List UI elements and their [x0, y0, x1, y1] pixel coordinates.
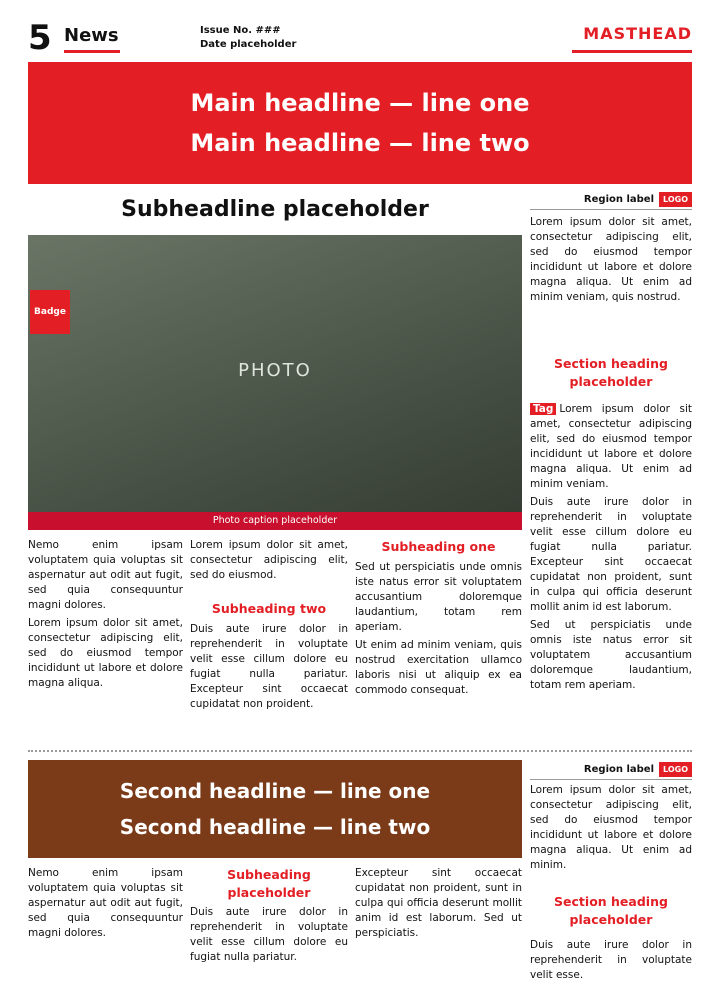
- sidebar2-heading: Section heading placeholder: [554, 894, 668, 927]
- issue-number: Issue No. ###: [200, 25, 281, 36]
- masthead-underline: [572, 50, 692, 53]
- col3-body: [28, 538, 183, 745]
- story2-col3-body: [28, 866, 183, 994]
- story2-col2-heading: Subheading placeholder: [227, 867, 311, 900]
- lead-headline-line-2: Main headline — line two: [190, 129, 530, 157]
- col2-body: [190, 622, 348, 745]
- paragraph: Lorem ipsum dolor sit amet, consectetur adipiscing elit, sed do eiusmod tempor incididunt ut labore et dolore magna aliqua.: [28, 617, 183, 689]
- story2-col2-body: [190, 905, 348, 994]
- second-headline-banner: [28, 760, 522, 858]
- issue-date: Date placeholder: [200, 39, 297, 50]
- sidebar2-region-label: Region label: [583, 764, 655, 775]
- paragraph: Ut enim ad minim veniam, quis nostrud exercitation ullamco laboris nisi ut aliquip ex ea commodo consequat.: [355, 639, 522, 696]
- paragraph: Duis aute irure dolor in reprehenderit in voluptate velit esse cillum dolore eu fugiat nulla pariatur. Excepteur sint occaecat cupidatat non proident, sunt in culpa qui officia deserunt mollit anim id est laborum.: [530, 496, 692, 613]
- paragraph: Duis aute irure dolor in reprehenderit in voluptate velit esse cillum dolore eu fugiat nulla pariatur. Excepteur sint occaecat cupidatat non proident.: [190, 623, 348, 710]
- photo-caption: Photo caption placeholder: [28, 512, 522, 530]
- lead-headline-line-1: Main headline — line one: [190, 89, 530, 117]
- paragraph: [530, 402, 692, 492]
- paragraph: Nemo enim ipsam voluptatem quia voluptas sit aspernatur aut odit aut fugit, sed quia consequuntur magni dolores.: [28, 867, 183, 939]
- paragraph-text: Lorem ipsum dolor sit amet, consectetur adipiscing elit, sed do eiusmod tempor incididunt ut labore et dolore magna aliqua. Ut enim ad minim veniam.: [530, 403, 692, 490]
- paragraph: Sed ut perspiciatis unde omnis iste natus error sit voluptatem accusantium doloremque laudantium, totam rem aperiam.: [355, 561, 522, 633]
- paragraph: Lorem ipsum dolor sit amet, consectetur adipiscing elit, sed do eiusmod tempor incididunt ut labore et dolore magna aliqua. Ut enim ad minim veniam, quis nostrud.: [530, 216, 692, 303]
- sidebar2-intro: [530, 783, 692, 888]
- lead-subheadline: Subheadline placeholder: [121, 197, 429, 222]
- paragraph: Lorem ipsum dolor sit amet, consectetur adipiscing elit, sed do eiusmod tempor incididunt ut labore et dolore magna aliqua. Ut enim ad minim.: [530, 784, 692, 871]
- story2-col1-body: [355, 866, 522, 994]
- paragraph: Lorem ipsum dolor sit amet, consectetur adipiscing elit, sed do eiusmod.: [190, 539, 348, 581]
- page-number: 5: [28, 18, 52, 58]
- sidebar-tag-row: [530, 190, 692, 210]
- paragraph: Nemo enim ipsam voluptatem quia voluptas sit aspernatur aut odit aut fugit, sed quia consequuntur magni dolores.: [28, 539, 183, 611]
- sidebar2-tag-row: [530, 760, 692, 780]
- paragraph: Duis aute irure dolor in reprehenderit in voluptate velit esse.: [530, 939, 692, 981]
- photo-badge: Badge: [30, 290, 70, 334]
- paragraph: Sed ut perspiciatis unde omnis iste natus error sit voluptatem accusantium doloremque laudantium, totam rem aperiam.: [530, 619, 692, 691]
- sidebar2-logo-badge: LOGO: [659, 762, 692, 777]
- section-underline: [64, 50, 120, 53]
- second-headline-line-1: Second headline — line one: [119, 779, 431, 803]
- col1-body: [355, 560, 522, 745]
- paragraph: Duis aute irure dolor in reprehenderit in voluptate velit esse cillum dolore eu fugiat nulla pariatur.: [190, 906, 348, 963]
- lead-headline-banner: [28, 62, 692, 184]
- section-label: News: [64, 25, 119, 46]
- section-separator: [28, 750, 692, 752]
- photo-label: PHOTO: [238, 360, 312, 381]
- col2-body-top: [190, 538, 348, 596]
- sidebar-heading: Section heading placeholder: [554, 356, 668, 389]
- sidebar-intro: [530, 215, 692, 347]
- inline-tag: Tag: [530, 403, 556, 415]
- sidebar2-body: [530, 938, 692, 994]
- sidebar-body: [530, 402, 692, 745]
- sidebar-logo-badge: LOGO: [659, 192, 692, 207]
- paragraph: Excepteur sint occaecat cupidatat non proident, sunt in culpa qui officia deserunt mollit anim id est laborum. Sed ut perspiciatis.: [355, 867, 522, 939]
- col2-heading: Subheading two: [211, 601, 327, 616]
- sidebar-region-label: Region label: [583, 194, 655, 205]
- second-headline-line-2: Second headline — line two: [119, 815, 431, 839]
- photo-placeholder: [28, 235, 522, 530]
- col1-heading: Subheading one: [381, 539, 496, 554]
- masthead-logo: MASTHEAD: [583, 24, 692, 43]
